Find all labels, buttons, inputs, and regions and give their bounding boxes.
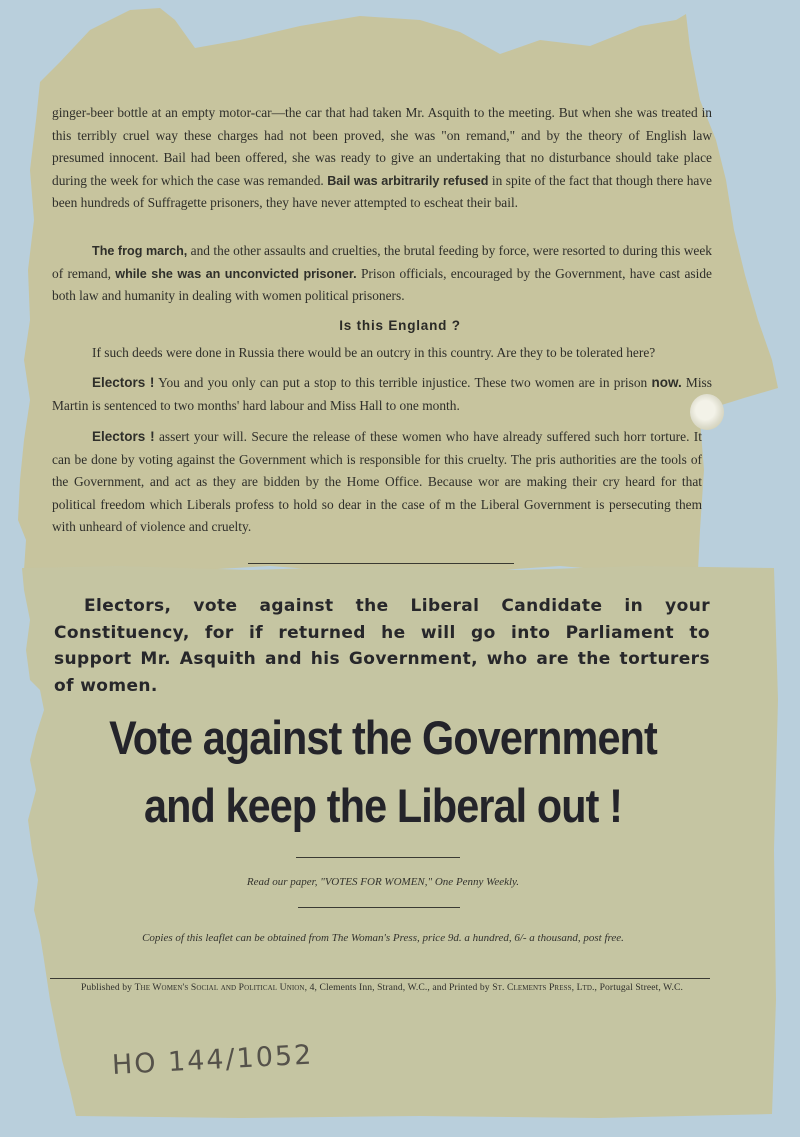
paragraph-remand bbox=[52, 102, 712, 215]
paragraph-electors-1 bbox=[52, 372, 712, 417]
divider-rule bbox=[298, 907, 460, 908]
now-bold: now. bbox=[651, 375, 682, 390]
bail-refused-bold: Bail was arbitrarily refused bbox=[327, 173, 489, 188]
copies-note: Copies of this leaflet can be obtained from The Woman's Press, price 9d. a hundred, 6/- a thousand, post free. bbox=[142, 932, 624, 944]
unconvicted-bold: while she was an unconvicted prisoner. bbox=[115, 266, 357, 281]
frog-march-tail: Prison officials, encouraged by the Government, have cast aside both law and humanity in dealing with women political prisoners. bbox=[52, 265, 712, 304]
paragraph-remand-text: ginger-beer bottle at an empty motor-car—the car that had taken Mr. Asquith to the meeting. But when she was treated in this terribly cruel way these charges had not been proved, she was "on remand," and by the theory of English law presumed innocent. Bail had been offered, she was ready to give an undertaking that no disturbance should take place during the week for which the case was remanded. bbox=[52, 105, 712, 188]
archive-reference: HO 144/1052 bbox=[111, 1039, 315, 1081]
section-heading: Is this England ? bbox=[339, 318, 461, 333]
electors-bold-1: Electors ! bbox=[92, 375, 155, 390]
imprint-org: The Women's Social and Political Union, bbox=[134, 982, 308, 993]
electors-1-tail: Miss Martin is sentenced to two months' hard labour and Miss Hall to one month. bbox=[52, 375, 712, 413]
paragraph-electors-2 bbox=[52, 426, 702, 539]
imprint-lead: Published by bbox=[81, 982, 133, 993]
imprint-address: 4, Clements Inn, Strand, W.C., and Printed by bbox=[309, 982, 490, 993]
divider-rule bbox=[296, 857, 460, 858]
imprint-tail: Portugal Street, W.C. bbox=[599, 982, 683, 993]
paragraph-frog-march bbox=[52, 240, 712, 308]
electors-1-text: You and you only can put a stop to this terrible injustice. These two women are in prison bbox=[158, 375, 648, 390]
divider-rule bbox=[248, 563, 514, 564]
headline-line-1: Vote against the Government bbox=[109, 711, 657, 764]
frog-march-bold: The frog march, bbox=[92, 244, 188, 258]
paragraph-russia: If such deeds were done in Russia there would be an outcry in this country. Are they to be tolerated here? bbox=[92, 345, 656, 360]
headline-line-2: and keep the Liberal out ! bbox=[143, 779, 623, 832]
call-to-action: Electors, vote against the Liberal Candidate in your Constituency, for if returned he will go into Parliament to support Mr. Asquith and his Government, who are the torturers of women. bbox=[54, 596, 710, 696]
printer-imprint bbox=[54, 982, 710, 993]
frog-march-text: and the other assaults and cruelties, the brutal feeding by force, were resorted to during this week of remand, bbox=[52, 243, 712, 281]
imprint-printer: St. Clements Press, Ltd., bbox=[492, 982, 598, 993]
paragraph-remand-tail: in spite of the fact that though there have been hundreds of Suffragette prisoners, they have never attempted to escheat their bail. bbox=[52, 172, 712, 211]
electors-2-text: assert your will. Secure the release of these women who have already suffered such horr torture. It can be done by voting against the Government which is responsible for this cruelty. The pris authorities are the tools of the Government, and act as they are bidden by the Home Office. Because wor are making their cry heard for that political freedom which Liberals profess to hold so dear in the case of m the Liberal Government is persecuting them with unheard of violence and cruelty. bbox=[52, 429, 702, 535]
paper-note: Read our paper, "VOTES FOR WOMEN," One Penny Weekly. bbox=[246, 876, 520, 888]
electors-bold-2: Electors ! bbox=[92, 429, 155, 444]
imprint-rule bbox=[50, 978, 710, 979]
